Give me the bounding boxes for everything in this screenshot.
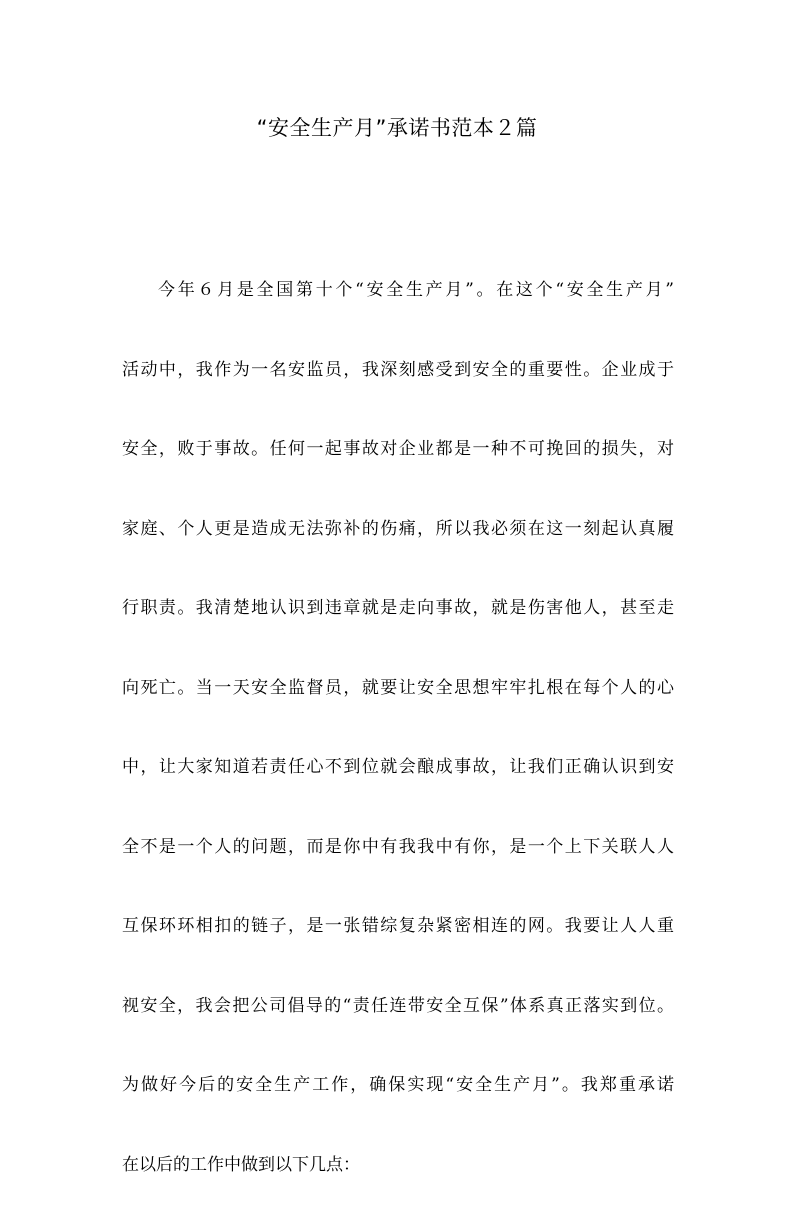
paragraph-line-3: 安全，败于事故。任何一起事故对企业都是一种不可挽回的损失，对	[122, 439, 674, 459]
paragraph-line-8: 全不是一个人的问题，而是你中有我我中有你，是一个上下关联人人	[122, 836, 674, 857]
paragraph-line-5: 行职责。我清楚地认识到违章就是走向事故，就是伤害他人，甚至走	[122, 598, 674, 618]
document-title: “安全生产月”承诺书范本２篇	[256, 116, 538, 140]
paragraph-line-11: 为做好今后的安全生产工作，确保实现“安全生产月”。我郑重承诺	[122, 1075, 674, 1095]
paragraph-line-12: 在以后的工作中做到以下几点：	[122, 1154, 360, 1175]
paragraph-line-1: 今年６月是全国第十个“安全生产月”。在这个“安全生产月”	[158, 280, 674, 300]
paragraph-line-4: 家庭、个人更是造成无法弥补的伤痛，所以我必须在这一刻起认真履	[122, 518, 674, 539]
paragraph-line-2: 活动中，我作为一名安监员，我深刻感受到安全的重要性。企业成于	[122, 359, 674, 380]
document-body	[122, 270, 674, 1224]
paragraph-line-9: 互保环环相扣的链子，是一张错综复杂紧密相连的网。我要让人人重	[122, 916, 674, 936]
paragraph-line-7: 中，让大家知道若责任心不到位就会酿成事故，让我们正确认识到安	[122, 757, 674, 777]
paragraph-line-10: 视安全，我会把公司倡导的“责任连带安全互保”体系真正落实到位。	[122, 995, 674, 1016]
paragraph-line-6: 向死亡。当一天安全监督员，就要让安全思想牢牢扎根在每个人的心	[122, 677, 674, 698]
